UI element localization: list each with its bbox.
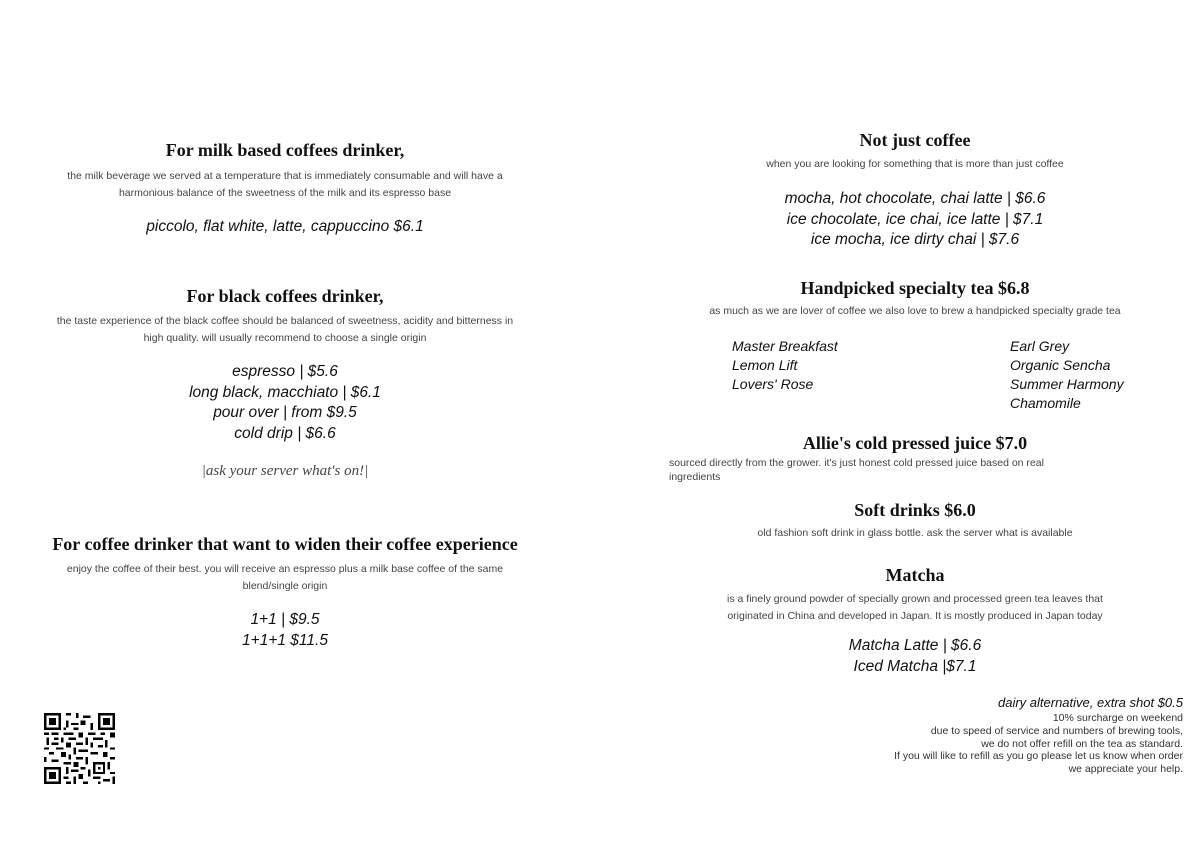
tea-item: Master Breakfast xyxy=(732,338,838,354)
milk-desc-1: the milk beverage we served at a temperature that is immediately consumable and will have a xyxy=(67,170,503,182)
tea-item: Chamomile xyxy=(1010,395,1081,411)
tea-list-left xyxy=(732,337,838,394)
matcha-section xyxy=(650,565,1180,677)
menu-item: piccolo, flat white, latte, cappuccino $6.1 xyxy=(146,218,424,235)
qr-code-icon xyxy=(44,713,115,784)
tea-list-right xyxy=(1010,337,1124,413)
black-section xyxy=(20,286,550,480)
ask-server-note: |ask your server what's on!| xyxy=(201,463,369,479)
menu-item: pour over | from $9.5 xyxy=(213,404,357,421)
tea-item: Earl Grey xyxy=(1010,338,1070,354)
black-desc-1: the taste experience of the black coffee should be balanced of sweetness, acidity and bitterness in xyxy=(56,315,514,327)
juice-desc-2: ingredients xyxy=(669,471,721,483)
black-desc-2: high quality. will usually recommend to choose a single origin xyxy=(143,332,427,344)
widen-desc-2: blend/single origin xyxy=(242,580,328,592)
matcha-desc-1: is a finely ground powder of specially grown and processed green tea leaves that xyxy=(727,593,1103,605)
soft-drinks-desc: old fashion soft drink in glass bottle. ask the server what is available xyxy=(757,527,1073,539)
matcha-desc-2: originated in China and developed in Japan. It is mostly produced in Japan today xyxy=(727,610,1103,622)
footer-line: If you will like to refill as you go please let us know when order xyxy=(894,750,1183,763)
soft-drinks-section xyxy=(650,500,1180,542)
not-coffee-title: Not just coffee xyxy=(859,130,971,150)
tea-section xyxy=(650,278,1180,320)
menu-item: ice chocolate, ice chai, ice latte | $7.1 xyxy=(786,210,1044,228)
milk-desc-2: harmonious balance of the sweetness of the milk and its espresso base xyxy=(118,187,452,199)
menu-item: ice mocha, ice dirty chai | $7.6 xyxy=(810,231,1020,248)
black-items xyxy=(20,362,550,444)
tea-desc: as much as we are lover of coffee we also love to brew a handpicked specialty grade tea xyxy=(709,305,1121,317)
footer-notes xyxy=(763,694,1183,776)
juice-section xyxy=(650,433,1180,454)
footer-line: we do not offer refill on the tea as standard. xyxy=(981,737,1183,750)
milk-title: For milk based coffees drinker, xyxy=(165,140,405,160)
milk-items xyxy=(20,217,550,238)
tea-title: Handpicked specialty tea $6.8 xyxy=(800,278,1030,298)
widen-desc-1: enjoy the coffee of their best. you will receive an espresso plus a milk base coffee of the same xyxy=(66,563,504,575)
extras-line: dairy alternative, extra shot $0.5 xyxy=(998,695,1183,710)
widen-items xyxy=(20,610,550,651)
footer-line: we appreciate your help. xyxy=(1068,763,1183,776)
menu-item: 1+1 | $9.5 xyxy=(250,611,320,628)
widen-section xyxy=(20,534,550,651)
not-coffee-items xyxy=(650,189,1180,251)
footer-line: 10% surcharge on weekend xyxy=(1052,712,1183,724)
tea-item: Organic Sencha xyxy=(1010,357,1111,373)
black-title: For black coffees drinker, xyxy=(186,286,384,306)
menu-item: Matcha Latte | $6.6 xyxy=(848,637,982,654)
menu-item: mocha, hot chocolate, chai latte | $6.6 xyxy=(784,190,1046,207)
menu-item: 1+1+1 $11.5 xyxy=(242,631,328,649)
juice-desc-1: sourced directly from the grower. it's just honest cold pressed juice based on real xyxy=(669,457,1044,469)
menu-item: cold drip | $6.6 xyxy=(234,424,336,442)
footer-line: due to speed of service and numbers of brewing tools, xyxy=(930,724,1183,737)
menu-item: espresso | $5.6 xyxy=(232,363,338,380)
widen-title: For coffee drinker that want to widen their coffee experience xyxy=(52,534,518,554)
juice-desc-block xyxy=(669,456,1139,484)
menu-item: Iced Matcha |$7.1 xyxy=(853,657,977,675)
not-coffee-section xyxy=(650,130,1180,251)
menu-item: long black, macchiato | $6.1 xyxy=(189,383,381,401)
tea-item: Lemon Lift xyxy=(732,357,798,373)
matcha-items xyxy=(650,636,1180,677)
tea-item: Summer Harmony xyxy=(1010,376,1124,392)
not-coffee-desc: when you are looking for something that is more than just coffee xyxy=(766,158,1064,170)
matcha-title: Matcha xyxy=(885,565,945,585)
juice-title: Allie's cold pressed juice $7.0 xyxy=(802,433,1028,453)
milk-section xyxy=(20,140,550,238)
soft-drinks-title: Soft drinks $6.0 xyxy=(854,500,976,520)
tea-item: Lovers' Rose xyxy=(732,376,814,392)
